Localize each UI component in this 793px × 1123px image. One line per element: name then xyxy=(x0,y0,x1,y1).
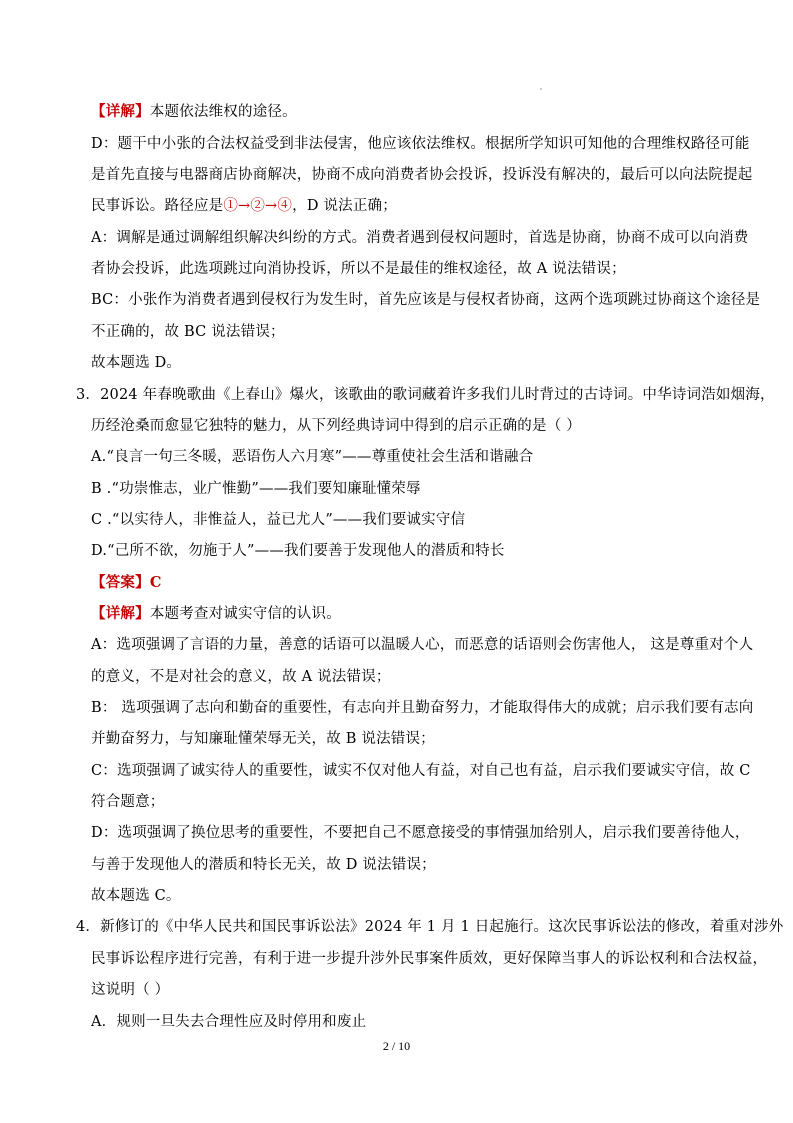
question-4-stem-cont: 民事诉讼程序进行完善，有利于进一步提升涉外民事案件质效，更好保障当事人的诉讼权利和合法权益， xyxy=(91,951,768,967)
path-highlight: ①→②→④ xyxy=(223,198,293,214)
explanation-line: A：选项强调了言语的力量，善意的话语可以温暖人心，而恶意的话语则会伤害他人， 这是尊重对个人 xyxy=(91,637,754,653)
explanation-line: 者协会投诉，此选项跳过向消协投诉，所以不是最佳的维权途径，故 A 说法错误； xyxy=(91,261,626,277)
explanation-line: 与善于发现他人的潜质和特长无关，故 D 说法错误； xyxy=(91,857,436,873)
explanation-line: BC：小张作为消费者遇到侵权行为发生时，首先应该是与侵权者协商，这两个选项跳过协商这个途径是 xyxy=(91,292,761,308)
scan-dot xyxy=(540,88,542,90)
explanation-line: D：题干中小张的合法权益受到非法侵害，他应该依法维权。根据所学知识可知他的合理维权路径可能 xyxy=(91,136,750,152)
option-a: A．规则一旦失去合理性应及时停用和废止 xyxy=(91,1014,367,1030)
page-number: 2 / 10 xyxy=(382,1039,411,1053)
question-3-stem-cont: 历经沧桑而愈显它独特的魅力，从下列经典诗词中得到的启示正确的是（ ） xyxy=(91,418,581,434)
question-4-stem: 4．新修订的《中华人民共和国民事诉讼法》2024 年 1 月 1 日起施行。这次民事诉讼法的修改，着重对涉外 xyxy=(76,919,784,935)
question-4-stem-cont: 这说明（ ） xyxy=(91,982,170,998)
explanation-line: 并勤奋努力，与知廉耻懂荣辱无关，故 B 说法错误； xyxy=(91,731,435,747)
option-d: D.“己所不欲，勿施于人”——我们要善于发现他人的潜质和特长 xyxy=(91,543,505,559)
detail-line xyxy=(91,604,341,624)
explanation-text: ，D 说法正确； xyxy=(292,198,397,214)
explanation-line: 是首先直接与电器商店协商解决，协商不成向消费者协会投诉，投诉没有解决的，最后可以向法院提起 xyxy=(91,167,753,183)
detail-text: 本题依法维权的途径。 xyxy=(149,104,297,120)
question-3-stem: 3．2024 年春晚歌曲《上春山》爆火，该歌曲的歌词藏着许多我们儿时背过的古诗词。中华诗词浩如烟海， xyxy=(76,387,775,403)
explanation-line: A：调解是通过调解组织解决纠纷的方式。消费者遇到侵权问题时，首选是协商，协商不成可以向消费 xyxy=(91,230,749,246)
explanation-line: D：选项强调了换位思考的重要性，不要把自己不愿意接受的事情强加给别人，启示我们要善待他人， xyxy=(91,825,750,841)
conclusion-line: 故本题选 C。 xyxy=(91,888,181,904)
answer-tag: 【答案】 xyxy=(91,574,150,591)
detail-line xyxy=(91,102,297,122)
option-b: B .“功崇惟志，业广惟勤”——我们要知廉耻懂荣辱 xyxy=(91,481,421,497)
option-a: A.“良言一句三冬暖，恶语伤人六月寒”——尊重使社会生活和谐融合 xyxy=(91,449,534,465)
explanation-line: C：选项强调了诚实待人的重要性，诚实不仅对他人有益，对自己也有益，启示我们要诚实守信，故 C xyxy=(91,763,751,779)
answer-value: C xyxy=(149,574,162,591)
answer-line xyxy=(91,573,162,593)
explanation-line: 的意义，不是对社会的意义，故 A 说法错误； xyxy=(91,669,391,685)
detail-tag: 【详解】 xyxy=(91,605,150,622)
explanation-line: 不正确的，故 BC 说法错误； xyxy=(91,324,285,340)
option-c: C .“以实待人，非惟益人，益已尤人”——我们要诚实守信 xyxy=(91,512,466,528)
detail-tag: 【详解】 xyxy=(91,103,150,120)
detail-text: 本题考查对诚实守信的认识。 xyxy=(149,606,341,622)
explanation-text: 民事诉讼。路径应是 xyxy=(91,198,224,214)
explanation-line: B： 选项强调了志向和勤奋的重要性，有志向并且勤奋努力，才能取得伟大的成就；启示我们要有志向 xyxy=(91,700,754,716)
explanation-line: 符合题意； xyxy=(91,794,165,810)
explanation-line xyxy=(91,196,397,216)
conclusion-line: 故本题选 D。 xyxy=(91,355,182,371)
